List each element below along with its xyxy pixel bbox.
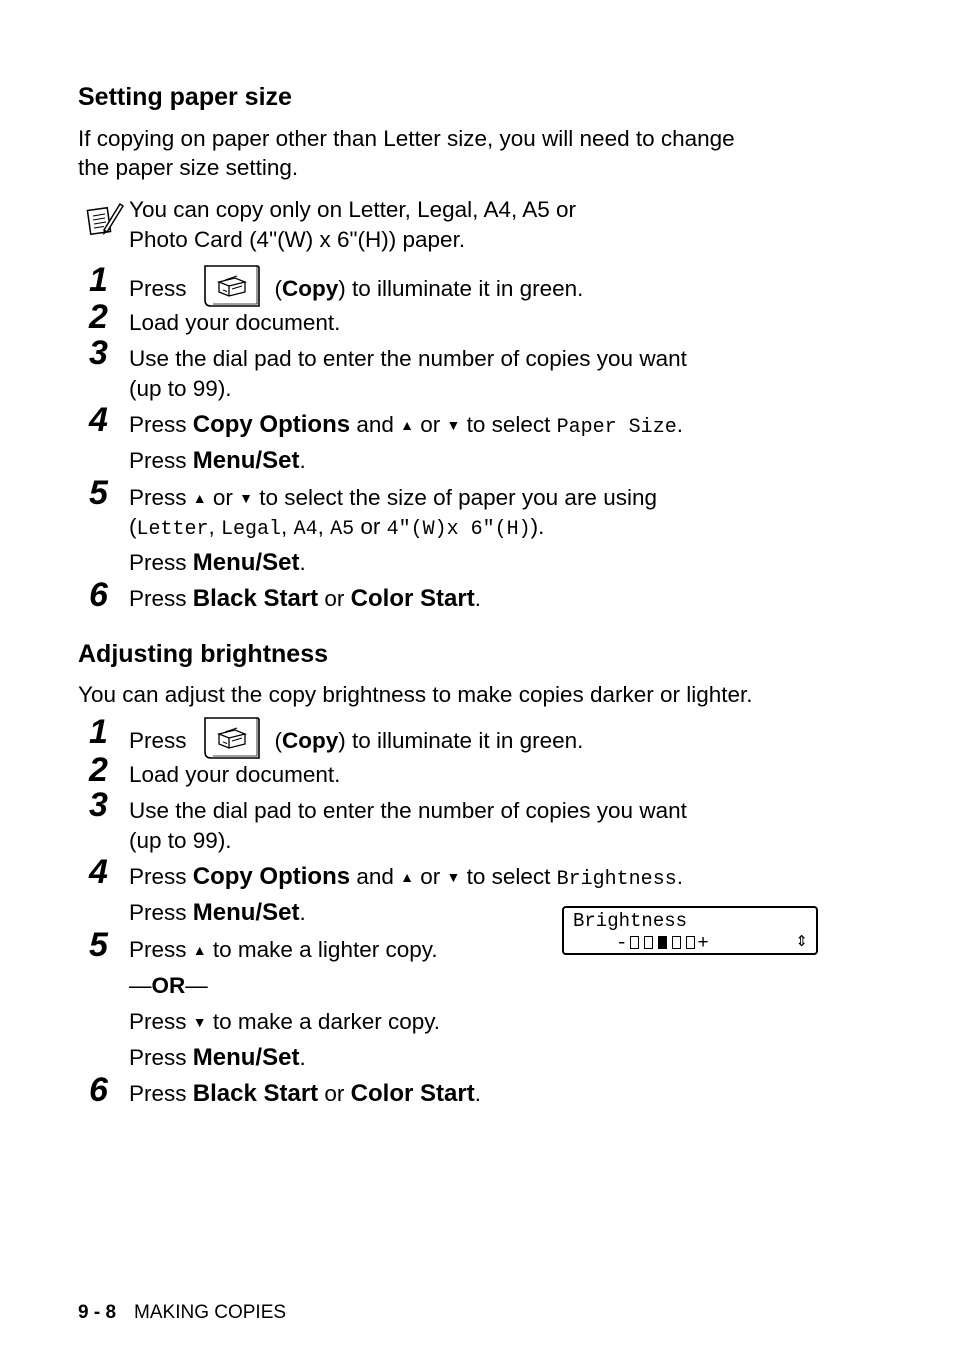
- lcd-title: Brightness: [573, 910, 688, 932]
- step-text: Press Copy Options and ▲ or ▼ to select Brightness.: [129, 863, 683, 891]
- step-number: 6: [89, 576, 108, 614]
- step-text: Press ▲ to make a lighter copy.: [129, 937, 438, 962]
- brightness-level-empty: [686, 936, 695, 949]
- step-text: Press Menu/Set.: [129, 447, 306, 474]
- note-pencil-icon: [84, 200, 124, 240]
- section-heading-paper-size: Setting paper size: [78, 83, 292, 111]
- step-text: Press Black Start or Color Start.: [129, 585, 481, 612]
- up-arrow-icon: ▲: [192, 490, 207, 506]
- intro-line: the paper size setting.: [78, 155, 299, 180]
- step-text: (up to 99).: [129, 376, 232, 401]
- brightness-level-filled: [658, 936, 667, 949]
- intro-line: You can adjust the copy brightness to make copies darker or lighter.: [78, 682, 753, 707]
- step-text: Press (Copy) to illuminate it in green.: [129, 268, 583, 312]
- step-text: Press Black Start or Color Start.: [129, 1080, 481, 1107]
- step-number: 4: [89, 401, 108, 439]
- brightness-level-empty: [672, 936, 681, 949]
- step-number: 1: [89, 713, 108, 751]
- step-number: 6: [89, 1071, 108, 1109]
- step-text: Press Menu/Set.: [129, 899, 306, 926]
- up-arrow-icon: ▲: [192, 942, 207, 958]
- step-number: 3: [89, 334, 108, 372]
- chapter-title: MAKING COPIES: [134, 1302, 287, 1323]
- intro-line: If copying on paper other than Letter size, you will need to change: [78, 126, 735, 151]
- up-arrow-icon: ▲: [400, 417, 414, 433]
- step-number: 5: [89, 474, 108, 512]
- step-number: 2: [89, 298, 108, 336]
- lcd-brightness-scale: - +: [616, 932, 709, 954]
- brightness-level-empty: [630, 936, 639, 949]
- step-number: 5: [89, 926, 108, 964]
- step-text: Press Menu/Set.: [129, 549, 306, 576]
- note-line: You can copy only on Letter, Legal, A4, A5 or: [129, 197, 577, 222]
- up-arrow-icon: ▲: [400, 869, 414, 885]
- step-text: Press Copy Options and ▲ or ▼ to select Paper Size.: [129, 411, 683, 439]
- step-number: 3: [89, 786, 108, 824]
- lcd-display: [562, 906, 818, 955]
- step-text: Press ▲ or ▼ to select the size of paper you are using: [129, 485, 657, 510]
- page-number: 9 - 8: [78, 1302, 117, 1323]
- scroll-arrows-icon: ⇕: [795, 933, 808, 950]
- step-number: 4: [89, 853, 108, 891]
- step-text: Load your document.: [129, 310, 341, 335]
- step-text: Use the dial pad to enter the number of copies you want: [129, 346, 687, 371]
- step-number: 2: [89, 751, 108, 789]
- or-separator: —OR—: [129, 973, 208, 998]
- note-line: Photo Card (4"(W) x 6"(H)) paper.: [129, 227, 466, 252]
- brightness-level-empty: [644, 936, 653, 949]
- down-arrow-icon: ▼: [446, 869, 461, 885]
- copy-key-icon: [201, 264, 261, 308]
- step-text: Press ▼ to make a darker copy.: [129, 1009, 441, 1034]
- step-text: (Letter, Legal, A4, A5 or 4"(W)x 6"(H)).: [129, 514, 545, 541]
- down-arrow-icon: ▼: [239, 490, 253, 506]
- copy-key-icon: [201, 716, 261, 760]
- step-number: 1: [89, 261, 108, 299]
- section-heading-brightness: Adjusting brightness: [78, 640, 328, 668]
- down-arrow-icon: ▼: [192, 1014, 207, 1030]
- step-text: (up to 99).: [129, 828, 232, 853]
- step-text: Use the dial pad to enter the number of copies you want: [129, 798, 687, 823]
- step-text: Press (Copy) to illuminate it in green.: [129, 720, 583, 764]
- down-arrow-icon: ▼: [446, 417, 461, 433]
- step-text: Load your document.: [129, 762, 341, 787]
- step-text: Press Menu/Set.: [129, 1044, 306, 1071]
- page-footer: [78, 1302, 286, 1324]
